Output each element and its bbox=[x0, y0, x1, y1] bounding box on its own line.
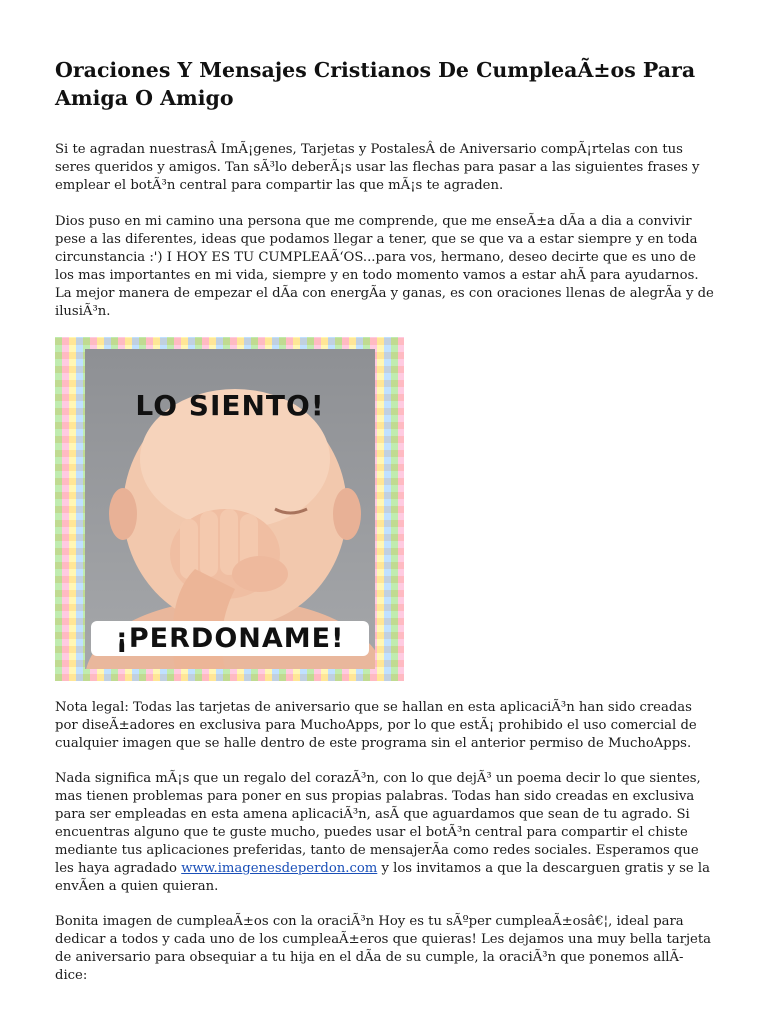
baby-photo bbox=[85, 349, 375, 669]
birthday-card-paragraph: Bonita imagen de cumpleaÃ±os con la oraciÃ³n Hoy es tu sÃºper cumpleaÃ±osâ€¦, ideal para dedicar a todos y cada uno de los cumpleaÃ±eros que quieras! Les dejamos una muy bella tarjeta de aniversario para obsequiar a tu hija en el dÃa de su cumple, la oraciÃ³n que ponemos allÃ dice: bbox=[55, 914, 712, 983]
sorry-baby-image bbox=[55, 337, 404, 681]
intro-paragraph: Si te agradan nuestrasÂ ImÃ¡genes, Tarjetas y PostalesÂ de Aniversario compÃ¡rtelas con tus seres queridos y amigos. Tan sÃ³lo deberÃ¡s usar las flechas para pasar a las siguientes frases y emplear el botÃ³n central para compartir las que mÃ¡s te agraden. bbox=[55, 142, 700, 193]
gift-paragraph-text: Nada significa mÃ¡s que un regalo del corazÃ³n, con lo que dejÃ³ un poema decir lo que sientes, mas tienen problemas para poner en sus propias palabras. Todas han sido creadas en exclusiva para ser empleadas en esta amena aplicaciÃ³n, asÃ que aguardamos que sean de tu agrado. Si encuentras alguno que te guste mucho, puedes usar el botÃ³n central para compartir el chiste mediante tus aplicaciones preferidas, tanto de mensajerÃa como redes sociales. Esperamos que les haya agradado bbox=[55, 771, 701, 876]
gift-paragraph-text-end: y los invitamos a que la descarguen gratis y se la envÃen a quien quieran. bbox=[55, 861, 711, 894]
gift-paragraph bbox=[55, 770, 715, 896]
caption-forgive-me: ¡PERDONAME! bbox=[91, 621, 369, 656]
page-title: Oraciones Y Mensajes Cristianos De CumpleaÃ±os Para Amiga O Amigo bbox=[55, 58, 696, 110]
caption-sorry: LO SIENTO! bbox=[135, 389, 325, 422]
birthday-message-paragraph: Dios puso en mi camino una persona que me comprende, que me enseÃ±a dÃa a dia a convivir pese a las diferentes, ideas que podamos llegar a tener, que se que va a estar siempre y en toda circunstancia :') I HOY ES TU CUMPLEAÃ‘OS...para vos, hermano, deseo decirte que es uno de los mas importantes en mi vida, siempre y en todo momento vamos a estar ahÃ para ayudarnos. La mejor manera de empezar el dÃa con energÃa y ganas, es con oraciones llenas de alegrÃa y de ilusiÃ³n. bbox=[55, 214, 714, 319]
website-link[interactable]: www.imagenesdeperdon.com bbox=[181, 861, 378, 876]
legal-note-paragraph: Nota legal: Todas las tarjetas de aniversario que se hallan en esta aplicaciÃ³n han sido creadas por diseÃ±adores en exclusiva para MuchoApps, por lo que estÃ¡ prohibido el uso comercial de cualquier imagen que se halle dentro de este programa sin el anterior permiso de MuchoApps. bbox=[55, 700, 697, 751]
